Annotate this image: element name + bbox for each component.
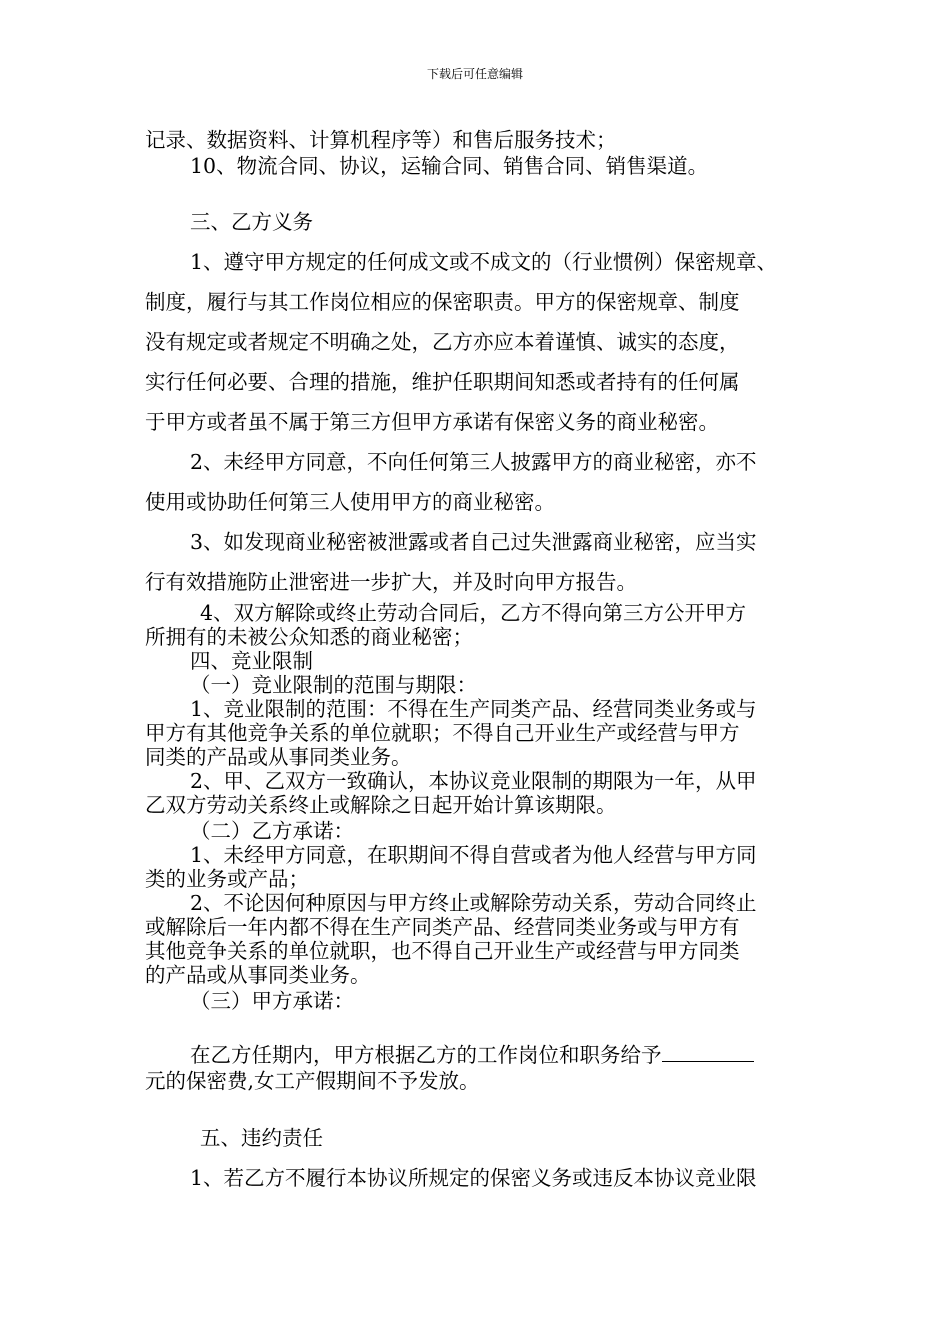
text-line: 2、不论因何种原因与甲方终止或解除劳动关系，劳动合同终止	[190, 891, 757, 915]
section-heading: 四、竞业限制	[190, 649, 313, 673]
text-line: 同类的产品或从事同类业务。	[145, 745, 412, 769]
text-line: 制度，履行与其工作岗位相应的保密职责。甲方的保密规章、制度	[145, 290, 740, 314]
text-line: 2、甲、乙双方一致确认，本协议竞业限制的期限为一年，从甲	[190, 769, 757, 793]
text-line: 类的业务或产品；	[145, 867, 309, 891]
section-heading: 三、乙方义务	[190, 210, 313, 234]
text-line: 没有规定或者规定不明确之处，乙方亦应本着谨慎、诚实的态度，	[145, 330, 740, 354]
text-line: 1、未经甲方同意，在职期间不得自营或者为他人经营与甲方同	[190, 843, 757, 867]
text-line: 元的保密费,女工产假期间不予发放。	[145, 1069, 480, 1093]
page-header-note: 下载后可任意编辑	[426, 67, 523, 81]
text-line: 乙双方劳动关系终止或解除之日起开始计算该期限。	[145, 793, 617, 817]
subsection-heading: （一）竞业限制的范围与期限：	[190, 673, 477, 697]
fee-line	[190, 1041, 754, 1067]
section-heading: 五、违约责任	[200, 1126, 323, 1150]
text-line: 1、遵守甲方规定的任何成文或不成文的（行业惯例）保密规章、	[190, 250, 778, 274]
text-line: 1、若乙方不履行本协议所规定的保密义务或违反本协议竞业限	[190, 1166, 757, 1190]
text-line: 4、双方解除或终止劳动合同后，乙方不得向第三方公开甲方	[200, 601, 747, 625]
text-line: 3、如发现商业秘密被泄露或者自己过失泄露商业秘密，应当实	[190, 530, 757, 554]
text-line: 1、竞业限制的范围：不得在生产同类产品、经营同类业务或与	[190, 697, 757, 721]
text-line: 于甲方或者虽不属于第三方但甲方承诺有保密义务的商业秘密。	[145, 410, 719, 434]
text-line: 使用或协助任何第三人使用甲方的商业秘密。	[145, 490, 555, 514]
text-line: 其他竞争关系的单位就职，也不得自己开业生产或经营与甲方同类	[145, 939, 740, 963]
fill-in-blank	[662, 1041, 754, 1062]
subsection-heading: （三）甲方承诺：	[190, 989, 354, 1013]
text-line: 10、物流合同、协议，运输合同、销售合同、销售渠道。	[190, 154, 709, 178]
text-line: 或解除后一年内都不得在生产同类产品、经营同类业务或与甲方有	[145, 915, 740, 939]
text-line: 2、未经甲方同意，不向任何第三人披露甲方的商业秘密，亦不	[190, 450, 757, 474]
text-line: 行有效措施防止泄密进一步扩大，并及时向甲方报告。	[145, 570, 637, 594]
text-line: 在乙方任期内，甲方根据乙方的工作岗位和职务给予	[190, 1043, 662, 1067]
text-line: 所拥有的未被公众知悉的商业秘密；	[145, 625, 473, 649]
subsection-heading: （二）乙方承诺：	[190, 819, 354, 843]
text-line: 实行任何必要、合理的措施，维护任职期间知悉或者持有的任何属	[145, 370, 740, 394]
text-line: 记录、数据资料、计算机程序等）和售后服务技术；	[145, 128, 617, 152]
text-line: 的产品或从事同类业务。	[145, 963, 371, 987]
text-line: 甲方有其他竞争关系的单位就职；不得自己开业生产或经营与甲方	[145, 721, 740, 745]
